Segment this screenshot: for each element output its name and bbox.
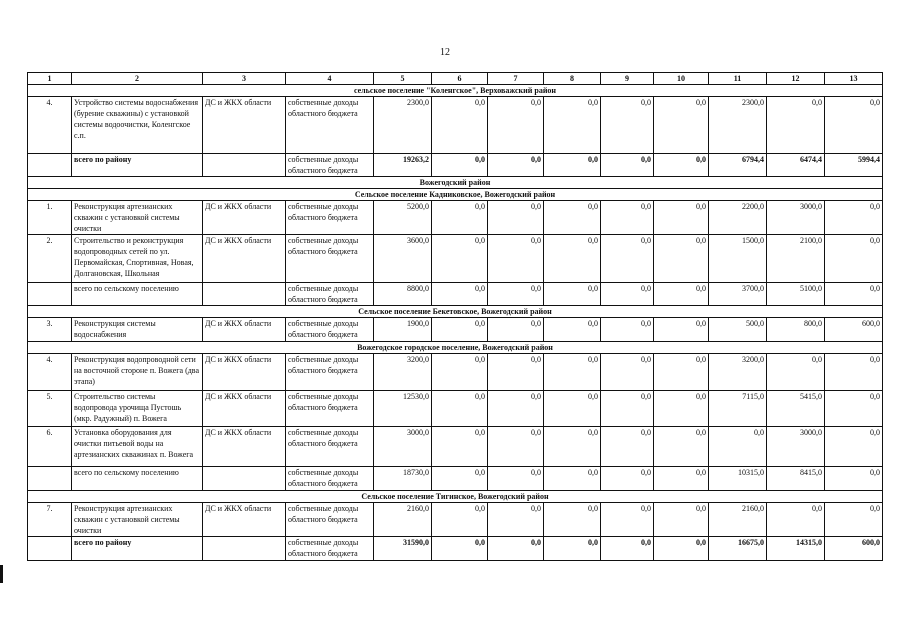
row-number: 2. [28,235,72,283]
section-header-row [28,189,883,201]
amount-col-10: 0,0 [654,467,709,491]
project-name: всего по сельскому поселению [72,283,203,306]
row-number [28,537,72,561]
amount-col-13: 600,0 [825,537,883,561]
amount-col-9: 0,0 [601,467,654,491]
row-number [28,467,72,491]
amount-col-10: 0,0 [654,503,709,537]
amount-col-11: 6794,4 [709,154,767,177]
responsible-org: ДС и ЖКХ области [203,391,286,427]
amount-col-12: 5415,0 [767,391,825,427]
amount-col-6: 0,0 [432,235,488,283]
amount-col-9: 0,0 [601,235,654,283]
subtotal-row [28,283,883,306]
table-body [28,73,883,561]
column-number-1: 1 [28,73,72,85]
amount-col-6: 0,0 [432,467,488,491]
section-title: Сельское поселение Бекетовское, Вожегодский район [28,306,883,318]
column-number-9: 9 [601,73,654,85]
amount-col-7: 0,0 [488,97,544,154]
amount-col-6: 0,0 [432,97,488,154]
section-title: сельское поселение "Коленгское", Верховажский район [28,85,883,97]
amount-col-5: 18730,0 [374,467,432,491]
funding-source: собственные доходы областного бюджета [286,283,374,306]
amount-col-5: 3000,0 [374,427,432,467]
amount-col-8: 0,0 [544,427,601,467]
amount-col-12: 800,0 [767,318,825,342]
responsible-org: ДС и ЖКХ области [203,503,286,537]
section-title: Вожегодский район [28,177,883,189]
column-number-11: 11 [709,73,767,85]
amount-col-10: 0,0 [654,283,709,306]
project-name: Реконструкция артезианских скважин с установкой системы очистки [72,201,203,235]
amount-col-10: 0,0 [654,537,709,561]
funding-source: собственные доходы областного бюджета [286,391,374,427]
row-number: 6. [28,427,72,467]
amount-col-10: 0,0 [654,235,709,283]
amount-col-11: 2200,0 [709,201,767,235]
funding-source: собственные доходы областного бюджета [286,318,374,342]
amount-col-5: 31590,0 [374,537,432,561]
responsible-org [203,283,286,306]
funding-table [27,72,883,561]
amount-col-11: 2300,0 [709,97,767,154]
amount-col-7: 0,0 [488,201,544,235]
amount-col-5: 5200,0 [374,201,432,235]
section-title: Вожегодское городское поселение, Вожегодский район [28,342,883,354]
amount-col-6: 0,0 [432,537,488,561]
amount-col-5: 3600,0 [374,235,432,283]
amount-col-8: 0,0 [544,391,601,427]
amount-col-12: 2100,0 [767,235,825,283]
amount-col-7: 0,0 [488,318,544,342]
column-number-2: 2 [72,73,203,85]
amount-col-8: 0,0 [544,503,601,537]
row-number: 5. [28,391,72,427]
amount-col-9: 0,0 [601,503,654,537]
project-name: Реконструкция водопроводной сети на восточной стороне п. Вожега (два этапа) [72,354,203,391]
amount-col-8: 0,0 [544,354,601,391]
amount-col-13: 0,0 [825,503,883,537]
funding-source: собственные доходы областного бюджета [286,154,374,177]
amount-col-13: 0,0 [825,97,883,154]
amount-col-12: 8415,0 [767,467,825,491]
amount-col-10: 0,0 [654,427,709,467]
amount-col-12: 0,0 [767,97,825,154]
amount-col-13: 5994,4 [825,154,883,177]
table-row [28,201,883,235]
page-number: 12 [440,47,450,58]
funding-source: собственные доходы областного бюджета [286,354,374,391]
amount-col-13: 0,0 [825,391,883,427]
funding-source: собственные доходы областного бюджета [286,467,374,491]
funding-source: собственные доходы областного бюджета [286,503,374,537]
amount-col-12: 0,0 [767,503,825,537]
section-header-row [28,177,883,189]
amount-col-6: 0,0 [432,391,488,427]
amount-col-8: 0,0 [544,537,601,561]
amount-col-11: 7115,0 [709,391,767,427]
amount-col-7: 0,0 [488,427,544,467]
column-number-7: 7 [488,73,544,85]
table-row [28,503,883,537]
amount-col-6: 0,0 [432,318,488,342]
project-name: Строительство и реконструкция водопроводных сетей по ул. Первомайская, Спортивная, Новая, Долгановская, Школьная [72,235,203,283]
amount-col-5: 3200,0 [374,354,432,391]
amount-col-11: 2160,0 [709,503,767,537]
amount-col-9: 0,0 [601,201,654,235]
row-number [28,154,72,177]
amount-col-10: 0,0 [654,391,709,427]
amount-col-13: 0,0 [825,427,883,467]
section-title: Сельское поселение Кадниковское, Вожегодский район [28,189,883,201]
amount-col-12: 5100,0 [767,283,825,306]
responsible-org: ДС и ЖКХ области [203,97,286,154]
funding-source: собственные доходы областного бюджета [286,537,374,561]
amount-col-10: 0,0 [654,97,709,154]
row-number: 1. [28,201,72,235]
amount-col-13: 0,0 [825,283,883,306]
amount-col-6: 0,0 [432,201,488,235]
project-name: Устройство системы водоснабжения (бурение скважины) с установкой системы водоочистки, Коленгское с.п. [72,97,203,154]
amount-col-12: 14315,0 [767,537,825,561]
responsible-org: ДС и ЖКХ области [203,354,286,391]
amount-col-8: 0,0 [544,283,601,306]
amount-col-7: 0,0 [488,503,544,537]
amount-col-10: 0,0 [654,354,709,391]
amount-col-10: 0,0 [654,201,709,235]
amount-col-9: 0,0 [601,427,654,467]
section-header-row [28,85,883,97]
amount-col-8: 0,0 [544,318,601,342]
amount-col-13: 0,0 [825,467,883,491]
amount-col-11: 3200,0 [709,354,767,391]
amount-col-11: 16675,0 [709,537,767,561]
table-row [28,318,883,342]
amount-col-6: 0,0 [432,283,488,306]
amount-col-7: 0,0 [488,283,544,306]
amount-col-8: 0,0 [544,235,601,283]
funding-source: собственные доходы областного бюджета [286,97,374,154]
project-name: Строительство системы водопровода урочища Пустошь (мкр. Радужный) п. Вожега [72,391,203,427]
responsible-org: ДС и ЖКХ области [203,318,286,342]
amount-col-13: 0,0 [825,235,883,283]
responsible-org [203,537,286,561]
amount-col-9: 0,0 [601,283,654,306]
section-header-row [28,491,883,503]
amount-col-5: 12530,0 [374,391,432,427]
amount-col-5: 8800,0 [374,283,432,306]
amount-col-7: 0,0 [488,235,544,283]
column-number-6: 6 [432,73,488,85]
subtotal-row [28,467,883,491]
amount-col-11: 3700,0 [709,283,767,306]
table-row [28,391,883,427]
table-row [28,235,883,283]
table-row [28,427,883,467]
amount-col-8: 0,0 [544,97,601,154]
responsible-org: ДС и ЖКХ области [203,201,286,235]
amount-col-7: 0,0 [488,537,544,561]
amount-col-7: 0,0 [488,154,544,177]
amount-col-10: 0,0 [654,318,709,342]
section-header-row [28,342,883,354]
amount-col-12: 3000,0 [767,201,825,235]
column-number-8: 8 [544,73,601,85]
row-number: 3. [28,318,72,342]
column-number-12: 12 [767,73,825,85]
column-number-3: 3 [203,73,286,85]
project-name: всего по району [72,154,203,177]
responsible-org: ДС и ЖКХ области [203,427,286,467]
responsible-org [203,154,286,177]
amount-col-13: 0,0 [825,354,883,391]
left-edge-mark [0,565,3,583]
amount-col-12: 0,0 [767,354,825,391]
amount-col-7: 0,0 [488,354,544,391]
amount-col-11: 10315,0 [709,467,767,491]
amount-col-9: 0,0 [601,354,654,391]
table-row [28,354,883,391]
amount-col-11: 500,0 [709,318,767,342]
amount-col-13: 0,0 [825,201,883,235]
project-name: всего по району [72,537,203,561]
project-name: Реконструкция артезианских скважин с установкой системы очистки [72,503,203,537]
column-number-10: 10 [654,73,709,85]
amount-col-9: 0,0 [601,318,654,342]
amount-col-9: 0,0 [601,97,654,154]
section-title: Сельское поселение Тигинское, Вожегодский район [28,491,883,503]
amount-col-5: 1900,0 [374,318,432,342]
funding-source: собственные доходы областного бюджета [286,235,374,283]
project-name: Установка оборудования для очистки питьевой воды на артезианских скважинах п. Вожега [72,427,203,467]
column-number-5: 5 [374,73,432,85]
row-number: 7. [28,503,72,537]
amount-col-6: 0,0 [432,154,488,177]
amount-col-9: 0,0 [601,537,654,561]
amount-col-8: 0,0 [544,467,601,491]
row-number: 4. [28,97,72,154]
subtotal-row [28,154,883,177]
column-number-row [28,73,883,85]
amount-col-5: 2160,0 [374,503,432,537]
amount-col-6: 0,0 [432,503,488,537]
amount-col-5: 19263,2 [374,154,432,177]
responsible-org: ДС и ЖКХ области [203,235,286,283]
amount-col-5: 2300,0 [374,97,432,154]
row-number [28,283,72,306]
amount-col-8: 0,0 [544,201,601,235]
column-number-4: 4 [286,73,374,85]
section-header-row [28,306,883,318]
amount-col-6: 0,0 [432,427,488,467]
amount-col-7: 0,0 [488,391,544,427]
table-row [28,97,883,154]
amount-col-8: 0,0 [544,154,601,177]
column-number-13: 13 [825,73,883,85]
amount-col-9: 0,0 [601,391,654,427]
project-name: Реконструкция системы водоснабжения [72,318,203,342]
project-name: всего по сельскому поселению [72,467,203,491]
amount-col-11: 1500,0 [709,235,767,283]
amount-col-12: 3000,0 [767,427,825,467]
funding-source: собственные доходы областного бюджета [286,427,374,467]
amount-col-7: 0,0 [488,467,544,491]
responsible-org [203,467,286,491]
amount-col-11: 0,0 [709,427,767,467]
amount-col-12: 6474,4 [767,154,825,177]
amount-col-10: 0,0 [654,154,709,177]
row-number: 4. [28,354,72,391]
amount-col-13: 600,0 [825,318,883,342]
funding-source: собственные доходы областного бюджета [286,201,374,235]
amount-col-6: 0,0 [432,354,488,391]
amount-col-9: 0,0 [601,154,654,177]
subtotal-row [28,537,883,561]
